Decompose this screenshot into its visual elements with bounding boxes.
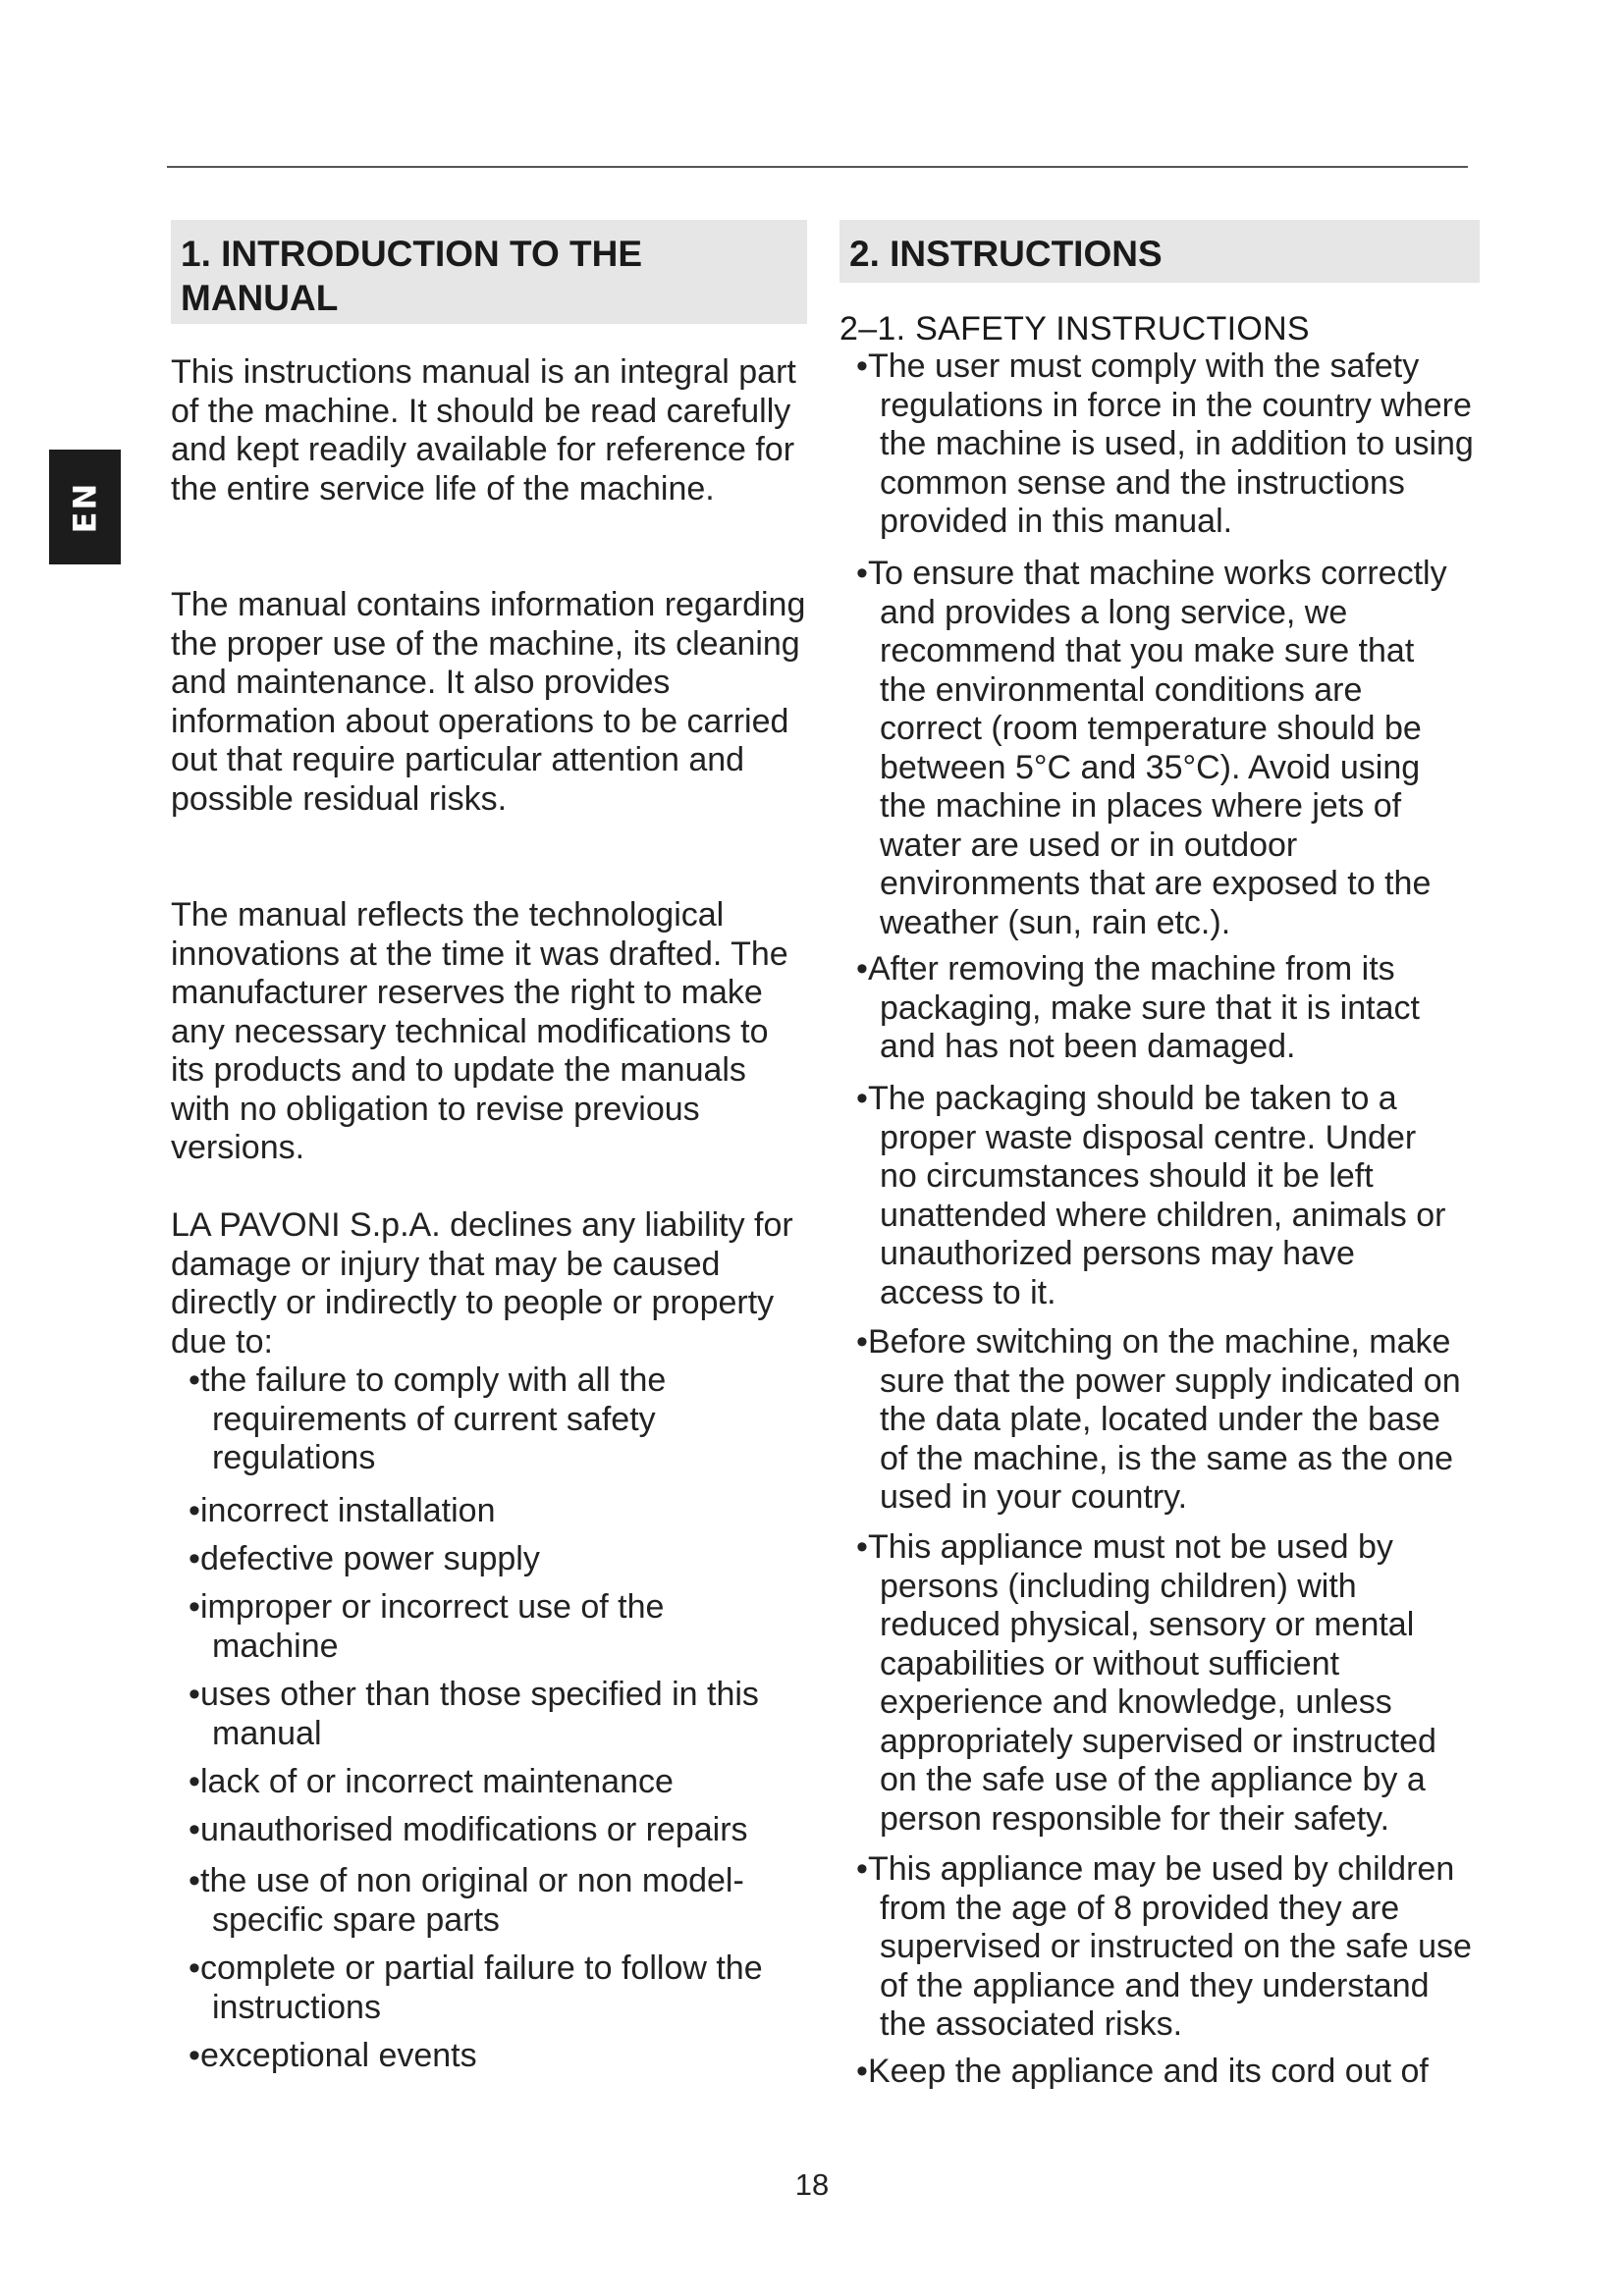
top-rule — [167, 166, 1468, 168]
safety-bullet: • The packaging should be taken to a proper waste disposal centre. Under no circumstances should it be left unattended where children, animals or unauthorized persons may have access to it. — [856, 1080, 1457, 1312]
liability-bullet: • uses other than those specified in this manual — [189, 1676, 817, 1753]
page-number: 18 — [794, 2167, 830, 2202]
liability-bullet: • the use of non original or non model-specific spare parts — [189, 1862, 797, 1940]
section-heading-instructions: 2. INSTRUCTIONS — [839, 220, 1480, 283]
liability-bullet: • unauthorised modifications or repairs — [189, 1811, 817, 1850]
intro-paragraph-2: The manual contains information regarding the proper use of the machine, its cleaning and maintenance. It also provides information about operations to be carried out that require particular attention and possible residual risks. — [171, 586, 806, 818]
safety-bullet: • Keep the appliance and its cord out of — [856, 2053, 1477, 2092]
liability-bullet: • complete or partial failure to follow the instructions — [189, 1949, 817, 2027]
section-heading-introduction: 1. INTRODUCTION TO THE MANUAL — [171, 220, 807, 324]
safety-bullet: • This appliance must not be used by persons (including children) with reduced physical, sensory or mental capabilities or without sufficient experience and knowledge, unless appropriately supervised or instructed on the safe use of the appliance by a person responsible for their safety. — [856, 1528, 1477, 1839]
liability-bullet: • lack of or incorrect maintenance — [189, 1763, 817, 1802]
safety-bullet: • The user must comply with the safety regulations in force in the country where the machine is used, in addition to using common sense and the instructions provided in this manual. — [856, 347, 1477, 542]
intro-paragraph-4: LA PAVONI S.p.A. declines any liability for damage or injury that may be caused directly or indirectly to people or property due to: — [171, 1206, 793, 1361]
language-label: EN — [66, 481, 104, 533]
liability-bullet: • the failure to comply with all the requirements of current safety regulations — [189, 1362, 699, 1478]
safety-bullet: • This appliance may be used by children from the age of 8 provided they are supervised or instructed on the safe use of the appliance and they understand the associated risks. — [856, 1850, 1477, 2045]
intro-paragraph-1: This instructions manual is an integral part of the machine. It should be read carefully and kept readily available for reference for the entire service life of the machine. — [171, 353, 796, 507]
liability-bullet: • defective power supply — [189, 1540, 817, 1579]
safety-bullet: • To ensure that machine works correctly and provides a long service, we recommend that you make sure that the environmental conditions are correct (room temperature should be between 5°C and 35°C). Avoid using the machine in places where jets of water are used or in outdoor environments that are exposed to the weather (sun, rain etc.). — [856, 555, 1457, 942]
language-tab — [49, 450, 121, 564]
safety-bullet: • Before switching on the machine, make sure that the power supply indicated on the data plate, located under the base of the machine, is the same as the one used in your country. — [856, 1323, 1477, 1518]
intro-paragraph-3: The manual reflects the technological innovations at the time it was drafted. The manufacturer reserves the right to make any necessary technical modifications to its products and to update the manuals with no obligation to revise previous versions. — [171, 896, 788, 1166]
liability-bullet: • improper or incorrect use of the machine — [189, 1588, 738, 1666]
liability-bullet: • incorrect installation — [189, 1492, 817, 1531]
safety-bullet: • After removing the machine from its packaging, make sure that it is intact and has not been damaged. — [856, 950, 1457, 1067]
subheading-safety-instructions: 2–1. SAFETY INSTRUCTIONS — [839, 310, 1310, 347]
liability-bullet: • exceptional events — [189, 2037, 817, 2076]
